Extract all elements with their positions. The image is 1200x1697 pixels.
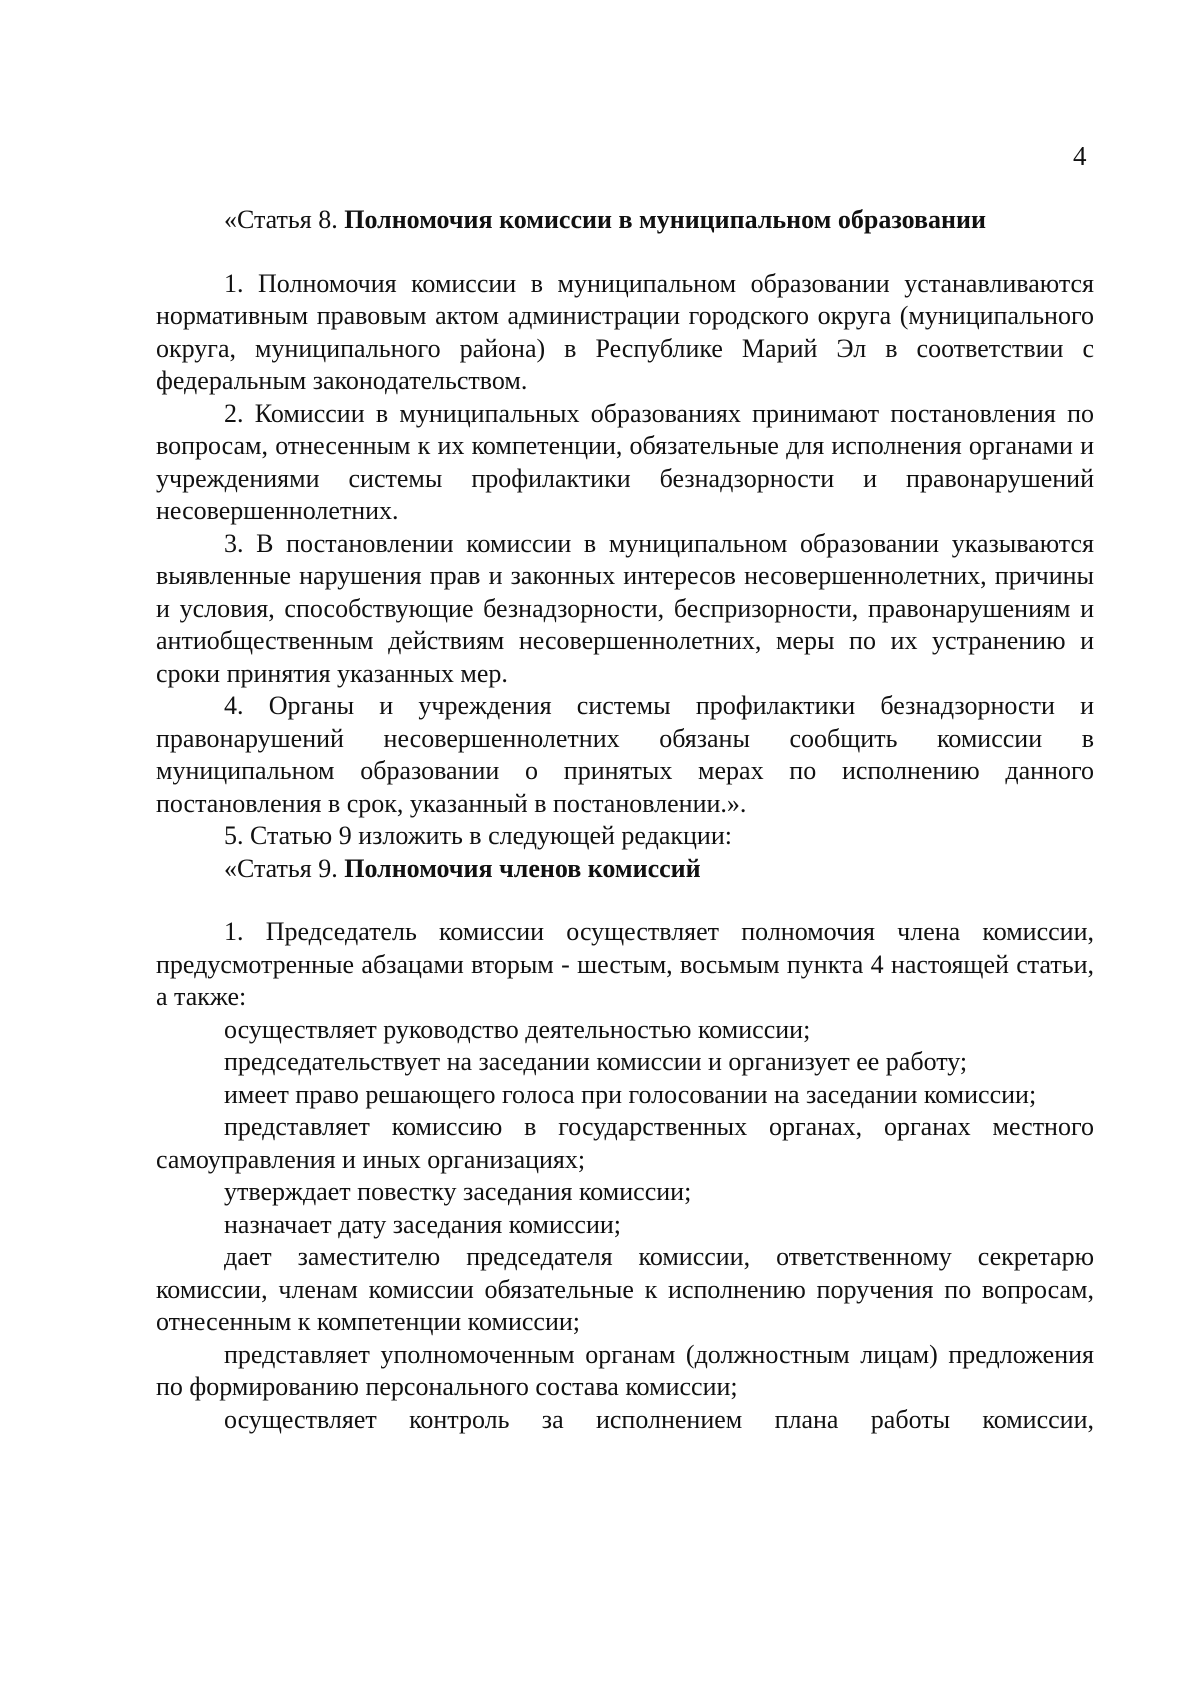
article-9-intro: 1. Председатель комиссии осуществляет полномочия члена комиссии, предусмотренные абзацами вторым - шестым, восьмым пункта 4 настоящей статьи, а также: — [156, 917, 1094, 1011]
article-8-heading — [156, 204, 1094, 237]
article-9-item: имеет право решающего голоса при голосовании на заседании комиссии; — [224, 1079, 1037, 1109]
article-9-item: дает заместителю председателя комиссии, ответственному секретарю комиссии, членам комиссии обязательные к исполнению поручения по вопросам, отнесенным к компетенции комиссии; — [156, 1242, 1094, 1336]
article-9-item: осуществляет контроль за исполнением плана работы комиссии, — [224, 1404, 1094, 1434]
page-number: 4 — [1073, 141, 1087, 171]
article-9-item: назначает дату заседания комиссии; — [224, 1209, 622, 1239]
article-9-title: Полномочия членов комиссий — [344, 853, 701, 883]
article-9-prefix: «Статья 9. — [224, 853, 338, 883]
article-8-paragraph-4: 4. Органы и учреждения системы профилактики безнадзорности и правонарушений несовершеннолетних обязаны сообщить комиссии в муниципальном образовании о принятых мерах по исполнению данного постановления в срок, указанный в постановлении.». — [156, 691, 1094, 818]
article-9-item: представляет комиссию в государственных органах, органах местного самоуправления и иных организациях; — [156, 1112, 1094, 1174]
article-8-title: Полномочия комиссии в муниципальном образовании — [344, 205, 986, 234]
article-9-item: председательствует на заседании комиссии и организует ее работу; — [224, 1047, 968, 1076]
article-9-heading — [156, 853, 1094, 886]
article-8-paragraph-1: 1. Полномочия комиссии в муниципальном образовании устанавливаются нормативным правовым актом администрации городского округа (муниципального округа, муниципального района) в Республике Марий Эл в соответствии с федеральным законодательством. — [156, 268, 1094, 395]
article-8-paragraph-2: 2. Комиссии в муниципальных образованиях принимают постановления по вопросам, отнесенным к их компетенции, обязательные для исполнения органами и учреждениями системы профилактики безнадзорности и правонарушений несовершеннолетних. — [156, 398, 1094, 525]
article-8-prefix: «Статья 8. — [224, 205, 338, 234]
article-9-item: утверждает повестку заседания комиссии; — [224, 1177, 692, 1206]
article-9-item: осуществляет руководство деятельностью комиссии; — [224, 1014, 811, 1044]
document-body — [156, 204, 1094, 1436]
article-8-paragraph-3: 3. В постановлении комиссии в муниципальном образовании указываются выявленные нарушения прав и законных интересов несовершеннолетних, причины и условия, способствующие безнадзорности, беспризорности, правонарушениям и антиобщественным действиям несовершеннолетних, меры по их устранению и сроки принятия указанных мер. — [156, 528, 1094, 688]
amendment-paragraph-5: 5. Статью 9 изложить в следующей редакции: — [224, 821, 732, 850]
article-9-item: представляет уполномоченным органам (должностным лицам) предложения по формированию персонального состава комиссии; — [156, 1339, 1094, 1401]
